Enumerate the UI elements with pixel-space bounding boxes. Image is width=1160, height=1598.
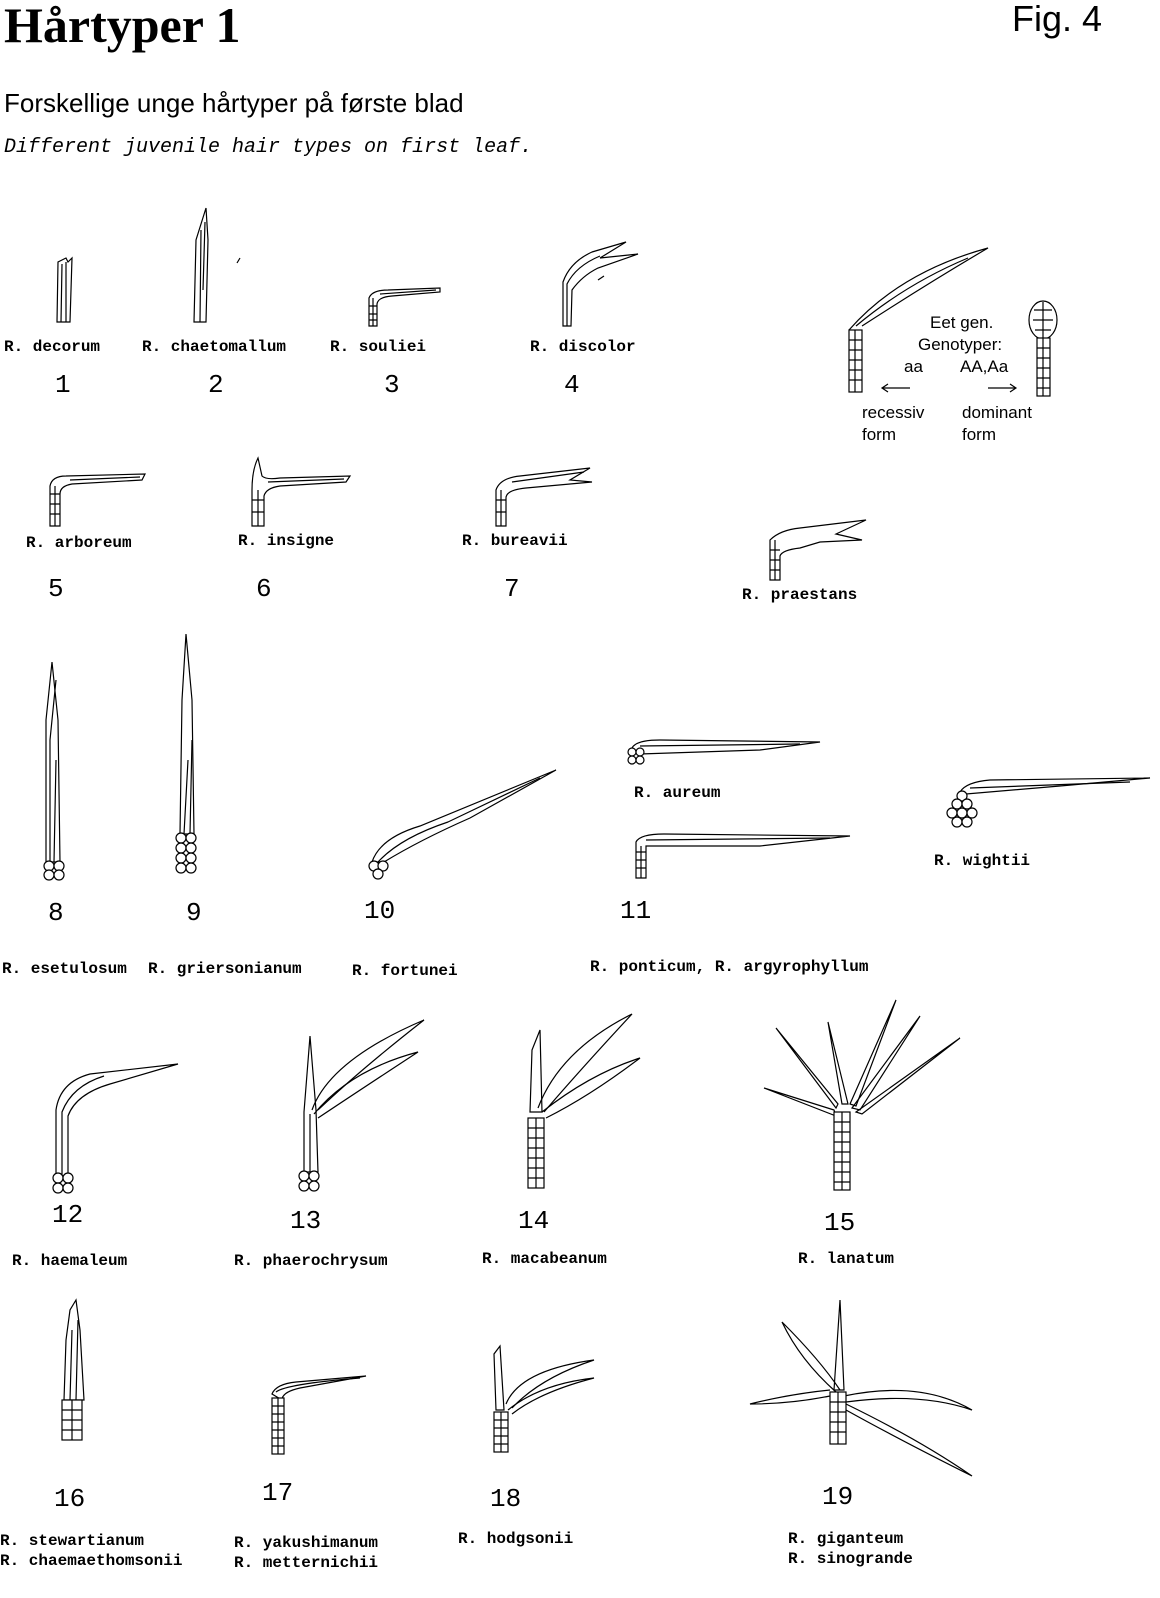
arrow-left <box>882 384 910 392</box>
hair-drawing-9 <box>176 634 196 873</box>
species-label: R. yakushimanum <box>234 1534 379 1552</box>
hair-drawing-6 <box>252 458 350 526</box>
species-label: R. aureum <box>634 784 721 802</box>
hair-drawing-3 <box>369 288 440 326</box>
hair-type-number: 4 <box>564 370 580 400</box>
arrow-right <box>988 384 1016 392</box>
hair-type-number: 19 <box>822 1482 854 1512</box>
hair-type-number: 6 <box>256 574 272 604</box>
hair-type-number: 17 <box>262 1478 294 1508</box>
species-label: R. souliei <box>330 338 427 356</box>
hair-type-number: 15 <box>824 1208 856 1238</box>
subtitle-english: Different juvenile hair types on first leaf. <box>4 136 533 159</box>
hair-drawing-praestans <box>770 520 866 580</box>
hair-type-number: 18 <box>490 1484 522 1514</box>
page-title: Hårtyper 1 <box>4 0 241 53</box>
hair-type-number: 11 <box>620 896 652 926</box>
species-label: R. discolor <box>530 338 636 356</box>
species-label: R. sinogrande <box>788 1550 913 1568</box>
hair-type-number: 3 <box>384 370 400 400</box>
species-label: R. chaemaethomsonii <box>0 1552 183 1570</box>
species-label: R. insigne <box>238 532 335 550</box>
hair-type-number: 2 <box>208 370 224 400</box>
hair-drawing-15 <box>764 1000 960 1190</box>
recessive-genotype: aa <box>904 357 923 376</box>
genetics-heading-1: Eet gen. <box>930 313 994 332</box>
species-label: R. arboreum <box>26 534 132 552</box>
species-label: R. hodgsonii <box>458 1530 574 1548</box>
hair-type-number: 5 <box>48 574 64 604</box>
species-label: R. fortunei <box>352 962 458 980</box>
hair-drawing-wightii <box>947 778 1150 827</box>
hair-drawing-5 <box>50 474 145 526</box>
hair-drawing-17 <box>272 1376 366 1454</box>
hair-drawing-13 <box>299 1020 424 1191</box>
hair-drawing-14 <box>528 1014 640 1188</box>
hair-type-number: 16 <box>54 1484 86 1514</box>
hair-drawing-8 <box>44 662 64 880</box>
hair-type-number: 12 <box>52 1200 84 1230</box>
species-label: R. stewartianum <box>0 1532 145 1550</box>
hair-drawing-2 <box>194 208 240 322</box>
species-label: R. esetulosum <box>2 960 127 978</box>
species-label: R. lanatum <box>798 1250 895 1268</box>
dominant-form-label: form <box>962 425 996 444</box>
species-label: R. griersonianum <box>148 960 302 978</box>
hair-drawing-18 <box>494 1346 594 1452</box>
subtitle-danish: Forskellige unge hårtyper på første blad <box>4 88 464 118</box>
hair-type-number: 14 <box>518 1206 550 1236</box>
species-label: R. decorum <box>4 338 101 356</box>
recessive-form-label: form <box>862 425 896 444</box>
genetics-heading-2: Genotyper: <box>918 335 1003 354</box>
species-label: R. bureavii <box>462 532 568 550</box>
dominant-hair-drawing <box>1029 301 1057 396</box>
hair-type-number: 13 <box>290 1206 322 1236</box>
figure-number: Fig. 4 <box>1012 0 1103 39</box>
hair-drawing-aureum <box>628 740 820 764</box>
species-label: R. giganteum <box>788 1530 904 1548</box>
hair-drawing-7 <box>496 468 592 526</box>
species-label: R. haemaleum <box>12 1252 128 1270</box>
hair-drawing-19 <box>750 1300 972 1476</box>
species-label: R. chaetomallum <box>142 338 287 356</box>
dominant-label: dominant <box>962 403 1032 422</box>
species-label: R. praestans <box>742 586 858 604</box>
hair-drawing-10 <box>369 770 556 879</box>
hair-type-number: 8 <box>48 898 64 928</box>
hair-drawing-1 <box>57 258 72 322</box>
hair-type-number: 10 <box>364 896 396 926</box>
dominant-genotype: AA,Aa <box>960 357 1009 376</box>
species-label: R. metternichii <box>234 1554 379 1572</box>
hair-type-number: 7 <box>504 574 520 604</box>
hair-drawing-4 <box>563 242 638 326</box>
species-label: R. wightii <box>934 852 1031 870</box>
hair-drawing-11 <box>636 834 850 878</box>
hair-drawing-12 <box>53 1064 178 1193</box>
hair-type-number: 1 <box>55 370 71 400</box>
recessive-label: recessiv <box>862 403 925 422</box>
species-label: R. ponticum, R. argyrophyllum <box>590 958 869 976</box>
species-label: R. macabeanum <box>482 1250 607 1268</box>
hair-drawing-16 <box>62 1300 84 1440</box>
species-label: R. phaerochrysum <box>234 1252 388 1270</box>
hair-type-number: 9 <box>186 898 202 928</box>
